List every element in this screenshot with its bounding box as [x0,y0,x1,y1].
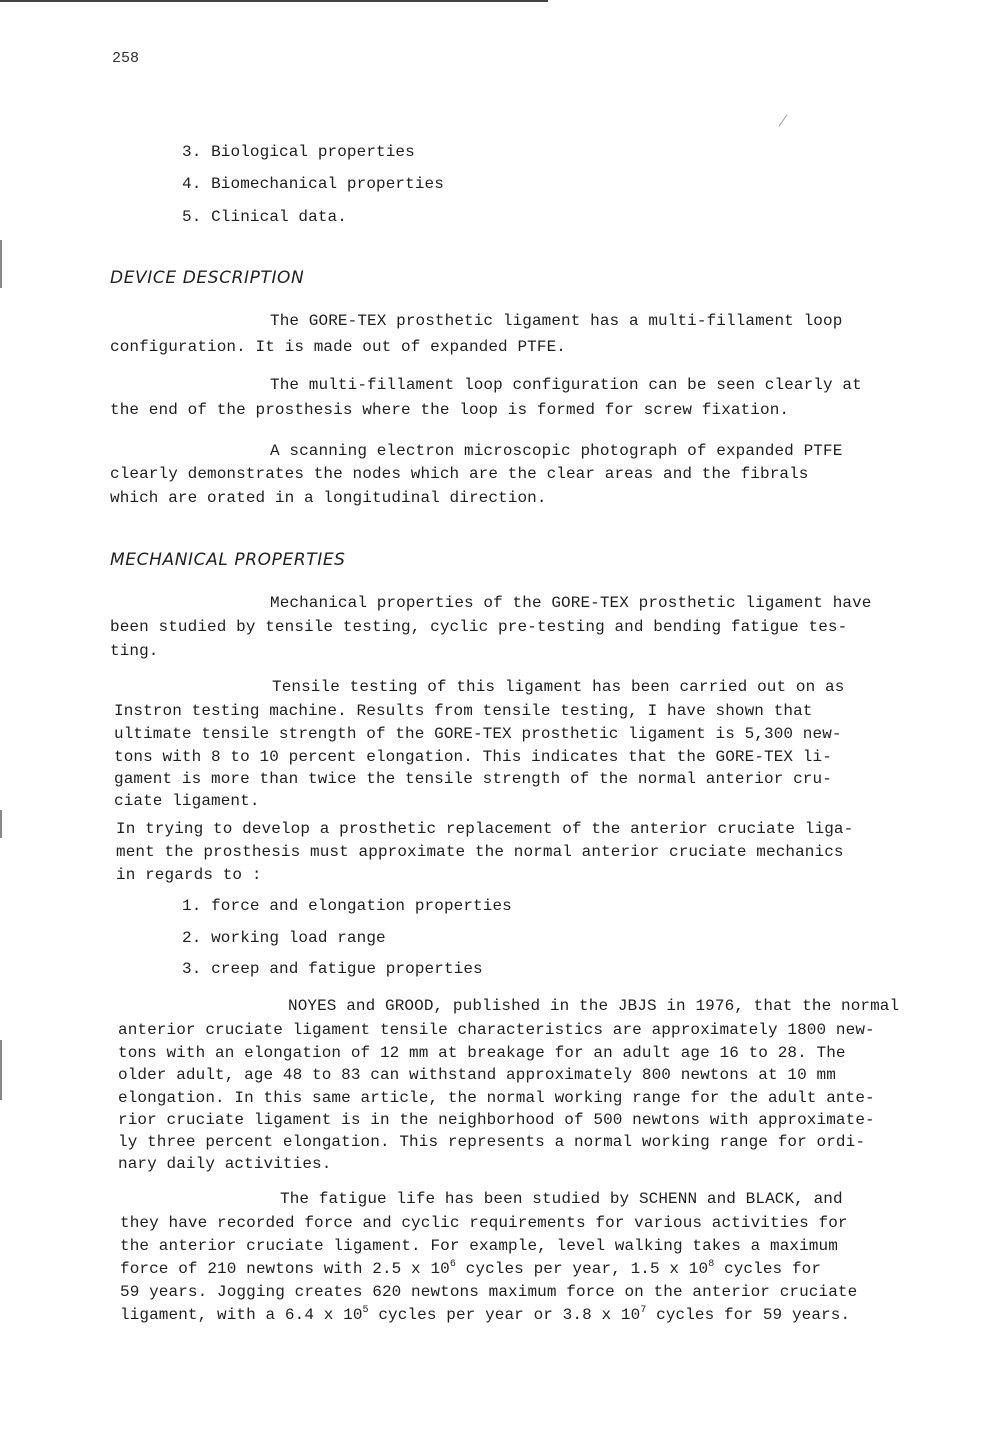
paragraph-line: The fatigue life has been studied by SCHENN and BLACK, and [280,1190,843,1208]
paragraph-line: the anterior cruciate ligament. For example, level walking takes a maximum [120,1237,838,1255]
paragraph-line: they have recorded force and cyclic requirements for various activities for [120,1214,848,1232]
paragraph-line: gament is more than twice the tensile strength of the normal anterior cru- [114,770,832,788]
scan-top-edge [0,0,548,2]
paragraph-line: ment the prosthesis must approximate the normal anterior cruciate mechanics [116,843,844,861]
exponent: 8 [708,1259,715,1270]
paragraph-line: anterior cruciate ligament tensile characteristics are approximately 1800 new- [118,1021,875,1039]
list-item: 5. Clinical data. [182,208,347,226]
paragraph-line: nary daily activities. [118,1155,332,1173]
section-heading: MECHANICAL PROPERTIES [110,550,346,570]
paragraph-line: NOYES and GROOD, published in the JBJS in 1976, that the normal [288,997,900,1015]
exponent: 7 [640,1305,647,1316]
paragraph-line: the end of the prosthesis where the loop is formed for screw fixation. [110,401,790,419]
paragraph-line: configuration. It is made out of expanded PTFE. [110,338,566,356]
paragraph-line: older adult, age 48 to 83 can withstand approximately 800 newtons at 10 mm [118,1066,836,1084]
paragraph-line: Mechanical properties of the GORE-TEX prosthetic ligament have [270,594,872,612]
paragraph-line: ly three percent elongation. This represents a normal working range for ordi- [118,1133,866,1151]
paragraph-line: tons with an elongation of 12 mm at breakage for an adult age 16 to 28. The [118,1044,846,1062]
paragraph-line: tons with 8 to 10 percent elongation. This indicates that the GORE-TEX li- [114,748,832,766]
paragraph-line: 59 years. Jogging creates 620 newtons maximum force on the anterior cruciate [120,1283,858,1301]
line-segment: ligament, with a 6.4 x 10 [120,1306,363,1324]
line-segment: cycles for [714,1260,822,1278]
list-item: 4. Biomechanical properties [182,175,444,193]
paragraph-line: Instron testing machine. Results from tensile testing, I have shown that [114,702,813,720]
list-item: 3. Biological properties [182,143,415,161]
scan-left-edge [0,1040,2,1100]
paragraph-line [120,1258,821,1281]
paragraph-line: In trying to develop a prosthetic replacement of the anterior cruciate liga- [116,820,854,838]
line-segment: cycles for 59 years. [646,1306,851,1324]
paragraph-line [120,1304,850,1327]
paragraph-line: Tensile testing of this ligament has been carried out on as [272,678,845,696]
paragraph-line: The GORE-TEX prosthetic ligament has a multi-fillament loop [270,312,843,330]
section-heading: DEVICE DESCRIPTION [110,268,305,288]
paragraph-line: ting. [110,642,159,660]
page-number: 258 [112,50,140,67]
line-segment: force of 210 newtons with 2.5 x 10 [120,1260,450,1278]
line-segment: cycles per year or 3.8 x 10 [368,1306,641,1324]
list-item: 1. force and elongation properties [182,897,512,915]
paragraph-line: elongation. In this same article, the normal working range for the adult ante- [118,1089,875,1107]
exponent: 5 [362,1305,369,1316]
list-item: 2. working load range [182,929,386,947]
paragraph-line: which are orated in a longitudinal direction. [110,489,547,507]
line-segment: cycles per year, 1.5 x 10 [455,1260,709,1278]
list-item: 3. creep and fatigue properties [182,960,483,978]
paragraph-line: ultimate tensile strength of the GORE-TEX prosthetic ligament is 5,300 new- [114,725,842,743]
paragraph-line: in regards to : [116,866,262,884]
scan-left-edge [0,240,2,288]
paragraph-line: A scanning electron microscopic photograph of expanded PTFE [270,442,843,460]
paragraph-line: rior cruciate ligament is in the neighborhood of 500 newtons with approximate- [118,1111,875,1129]
exponent: 6 [449,1259,456,1270]
scan-mark [779,114,788,126]
scan-left-edge [0,810,2,838]
paragraph-line: ciate ligament. [114,792,260,810]
paragraph-line: been studied by tensile testing, cyclic pre-testing and bending fatigue tes- [110,618,848,636]
paragraph-line: clearly demonstrates the nodes which are the clear areas and the fibrals [110,465,809,483]
paragraph-line: The multi-fillament loop configuration can be seen clearly at [270,376,862,394]
